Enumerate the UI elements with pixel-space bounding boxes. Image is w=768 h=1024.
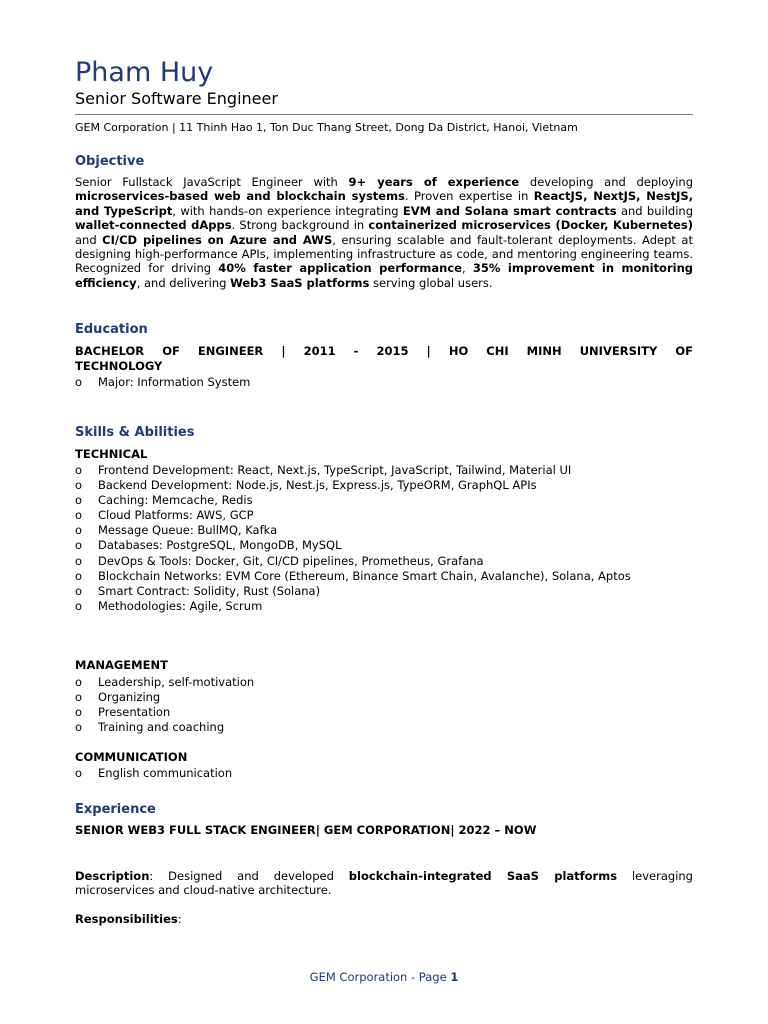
bullet-icon: o bbox=[75, 598, 83, 613]
communication-subheading: COMMUNICATION bbox=[75, 750, 188, 764]
objective-paragraph bbox=[75, 175, 693, 290]
objective-text: and building bbox=[616, 203, 693, 218]
description-text: leveraging microservices and cloud-native architecture. bbox=[75, 869, 693, 898]
objective-heading: Objective bbox=[75, 154, 145, 169]
technical-skill-item bbox=[75, 508, 693, 523]
technical-skill-item bbox=[75, 538, 693, 553]
communication-skill-item-text: English communication bbox=[98, 766, 233, 780]
technical-skill-item-text: Caching: Memcache, Redis bbox=[98, 493, 253, 508]
education-item-text: Major: Information System bbox=[98, 375, 251, 389]
management-skill-item-text: Presentation bbox=[98, 705, 171, 720]
bullet-icon: o bbox=[75, 478, 83, 493]
technical-skill-item-text: Methodologies: Agile, Scrum bbox=[98, 598, 263, 613]
management-skill-item-text: Training and coaching bbox=[98, 720, 225, 735]
job-title: Senior Software Engineer bbox=[75, 89, 278, 108]
objective-emphasis: 35% improvement in monitoring efficiency bbox=[75, 261, 693, 290]
management-skills-list bbox=[75, 675, 693, 735]
management-skill-item bbox=[75, 675, 693, 690]
skills-heading: Skills & Abilities bbox=[75, 425, 195, 440]
technical-skill-item bbox=[75, 463, 693, 478]
description-text: : Designed and developed bbox=[149, 869, 349, 883]
technical-skill-item bbox=[75, 569, 693, 584]
objective-emphasis: wallet-connected dApps bbox=[75, 218, 232, 233]
objective-emphasis: containerized microservices (Docker, Kubernetes) bbox=[368, 218, 693, 233]
bullet-icon: o bbox=[75, 463, 83, 477]
bullet-icon: o bbox=[75, 493, 83, 508]
objective-text: , ensuring scalable and fault-tolerant deployments. Adept at designing high-performance APIs, implementing infrastructure as code, and mentoring engineering teams. Recognized for driving bbox=[75, 232, 693, 276]
experience-heading: Experience bbox=[75, 802, 156, 817]
bullet-icon: o bbox=[75, 523, 83, 538]
objective-emphasis: 9+ years of experience bbox=[348, 175, 520, 189]
management-subheading: MANAGEMENT bbox=[75, 658, 168, 672]
objective-text: . Strong background in bbox=[231, 218, 369, 233]
technical-skill-item bbox=[75, 478, 693, 493]
technical-skills-list bbox=[75, 463, 693, 614]
objective-text: , and delivering bbox=[136, 275, 231, 290]
description-text bbox=[75, 869, 693, 897]
communication-skill-item bbox=[75, 766, 693, 781]
bullet-icon: o bbox=[75, 720, 83, 735]
technical-skill-item bbox=[75, 599, 693, 614]
bullet-icon: o bbox=[75, 583, 83, 598]
management-skill-item-text: Organizing bbox=[98, 690, 161, 705]
technical-skill-item-text: Frontend Development: React, Next.js, TypeScript, JavaScript, Tailwind, Material UI bbox=[98, 463, 572, 477]
technical-skill-item-text: DevOps & Tools: Docker, Git, CI/CD pipelines, Prometheus, Grafana bbox=[98, 553, 484, 568]
objective-emphasis: 40% faster application performance bbox=[218, 261, 462, 276]
footer-text: GEM Corporation - Page bbox=[309, 970, 451, 984]
page-footer bbox=[0, 970, 768, 985]
technical-skill-item bbox=[75, 493, 693, 508]
objective-emphasis: microservices-based web and blockchain systems bbox=[75, 189, 405, 204]
technical-skill-item bbox=[75, 554, 693, 569]
technical-skill-item-text: Databases: PostgreSQL, MongoDB, MySQL bbox=[98, 538, 342, 553]
description-label: Description bbox=[75, 869, 150, 883]
bullet-icon: o bbox=[75, 508, 83, 523]
bullet-icon: o bbox=[75, 766, 83, 780]
experience-job-title: SENIOR WEB3 FULL STACK ENGINEER| GEM CORPORATION| 2022 – NOW bbox=[75, 823, 537, 837]
education-list bbox=[75, 375, 693, 390]
management-skill-item bbox=[75, 690, 693, 705]
objective-text: and bbox=[75, 232, 103, 247]
footer-page-number: 1 bbox=[450, 970, 459, 984]
technical-skill-item-text: Message Queue: BullMQ, Kafka bbox=[98, 523, 278, 538]
contact-address: GEM Corporation | 11 Thinh Hao 1, Ton Duc Thang Street, Dong Da District, Hanoi, Vietnam bbox=[75, 121, 578, 134]
bullet-icon: o bbox=[75, 538, 83, 553]
education-heading: Education bbox=[75, 322, 148, 337]
technical-skill-item bbox=[75, 523, 693, 538]
objective-text: , bbox=[461, 261, 473, 276]
objective-text: developing and deploying bbox=[519, 175, 694, 189]
technical-skill-item bbox=[75, 584, 693, 599]
technical-subheading: TECHNICAL bbox=[75, 447, 148, 461]
experience-description bbox=[75, 869, 693, 898]
objective-text: , with hands-on experience integrating bbox=[172, 203, 403, 218]
education-item bbox=[75, 375, 693, 390]
objective-emphasis: CI/CD pipelines on Azure and AWS bbox=[102, 232, 333, 247]
candidate-name: Pham Huy bbox=[75, 57, 214, 88]
communication-skills-list bbox=[75, 766, 693, 781]
bullet-icon: o bbox=[75, 568, 83, 583]
objective-emphasis: Web3 SaaS platforms bbox=[230, 275, 370, 290]
technical-skill-item-text: Cloud Platforms: AWS, GCP bbox=[98, 508, 254, 523]
management-skill-item bbox=[75, 720, 693, 735]
management-skill-item bbox=[75, 705, 693, 720]
degree-line-continued: TECHNOLOGY bbox=[75, 359, 163, 373]
responsibilities-label: Responsibilities: bbox=[75, 912, 182, 926]
technical-skill-item-text: Smart Contract: Solidity, Rust (Solana) bbox=[98, 583, 321, 598]
objective-text: serving global users. bbox=[369, 275, 493, 290]
bullet-icon: o bbox=[75, 675, 83, 689]
header-divider bbox=[75, 114, 693, 115]
bullet-icon: o bbox=[75, 705, 83, 720]
objective-emphasis: EVM and Solana smart contracts bbox=[402, 203, 617, 218]
degree-line: BACHELOR OF ENGINEER | 2011 - 2015 | HO CHI MINH UNIVERSITY OF bbox=[75, 344, 693, 358]
description-emphasis: blockchain-integrated SaaS platforms bbox=[348, 869, 618, 883]
objective-text: Senior Fullstack JavaScript Engineer with bbox=[75, 175, 349, 189]
objective-text: . Proven expertise in bbox=[404, 189, 534, 204]
bullet-icon: o bbox=[75, 690, 83, 705]
technical-skill-item-text: Blockchain Networks: EVM Core (Ethereum, Binance Smart Chain, Avalanche), Solana, Aptos bbox=[98, 568, 631, 583]
management-skill-item-text: Leadership, self-motivation bbox=[98, 675, 255, 689]
bullet-icon: o bbox=[75, 375, 83, 389]
objective-emphasis: ReactJS, NextJS, NestJS, and TypeScript bbox=[75, 189, 694, 218]
bullet-icon: o bbox=[75, 553, 83, 568]
technical-skill-item-text: Backend Development: Node.js, Nest.js, Express.js, TypeORM, GraphQL APIs bbox=[98, 478, 537, 493]
